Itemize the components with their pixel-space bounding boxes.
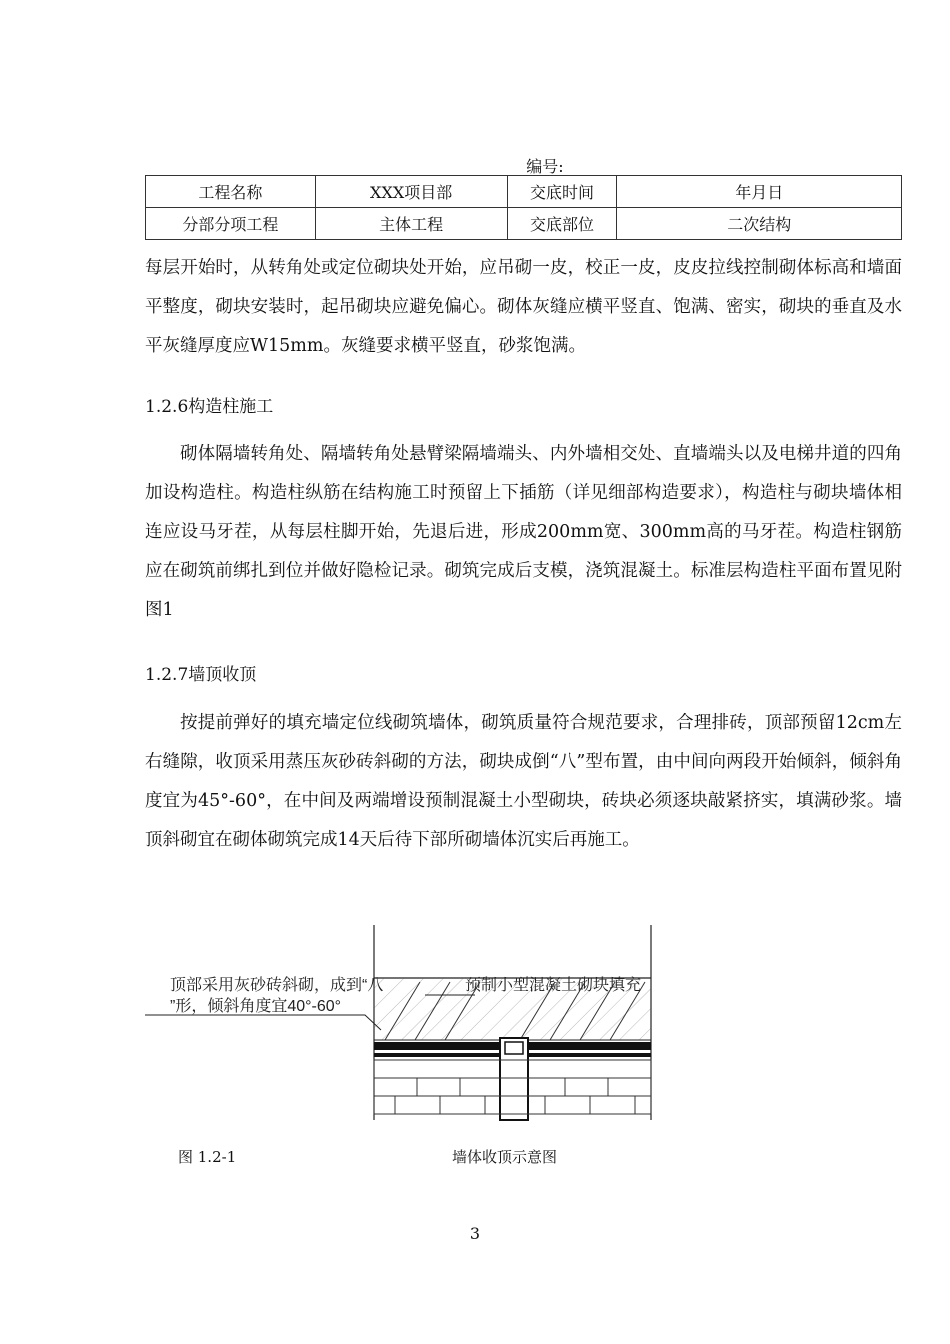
wall-top-diagram <box>145 920 665 1125</box>
annotation-left-line1: 顶部采用灰砂砖斜砌，成到“八 <box>170 977 384 994</box>
table-row <box>146 176 902 208</box>
table-cell: 年月日 <box>617 176 902 208</box>
table-cell: 交底部位 <box>507 208 617 240</box>
table-cell: 交底时间 <box>507 176 617 208</box>
table-cell: 主体工程 <box>315 208 507 240</box>
page-number: 3 <box>469 1224 481 1243</box>
table-cell: 分部分项工程 <box>146 208 316 240</box>
section-heading-1-2-6: 1.2.6构造柱施工 <box>145 397 274 417</box>
body-paragraph-2: 砌体隔墙转角处、隔墙转角处悬臂梁隔墙端头、内外墙相交处、直墙端头以及电梯井道的四角加设构造柱。构造柱纵筋在结构施工时预留上下插筋（详见细部构造要求），构造柱与砌块墙体相连应设马牙茬，从每层柱脚开始，先退后进，形成200mm宽、300mm高的马牙茬。构造柱钢筋应在砌筑前绑扎到位并做好隐检记录。砌筑完成后支模，浇筑混凝土。标准层构造柱平面布置见附图1 <box>145 444 902 620</box>
section-heading-1-2-7: 1.2.7墙顶收顶 <box>145 665 257 685</box>
table-cell: XXX项目部 <box>315 176 507 208</box>
document-number-label: 编号: <box>526 157 564 176</box>
annotation-left-line2: ”形，倾斜角度宜40°-60° <box>170 998 342 1015</box>
figure-caption-title: 墙体收顶示意图 <box>452 1148 558 1166</box>
annotation-right: 预制小型混凝土砌块填充 <box>465 977 642 994</box>
table-cell: 二次结构 <box>617 208 902 240</box>
info-table <box>145 175 902 240</box>
body-paragraph-3: 按提前弹好的填充墙定位线砌筑墙体，砌筑质量符合规范要求，合理排砖，顶部预留12cm左右缝隙，收顶采用蒸压灰砂砖斜砌的方法，砌块成倒“八”型布置，由中间向两段开始倾斜，倾斜角度宜为45°-60°，在中间及两端增设预制混凝土小型砌块，砖块必须逐块敲紧挤实，填满砂浆。墙顶斜砌宜在砌体砌筑完成14天后待下部所砌墙体沉实后再施工。 <box>145 713 902 850</box>
figure-caption-number: 图 1.2-1 <box>178 1148 237 1166</box>
body-paragraph-1: 每层开始时，从转角处或定位砌块处开始，应吊砌一皮，校正一皮，皮皮拉线控制砌体标高和墙面平整度，砌块安装时，起吊砌块应避免偏心。砌体灰缝应横平竖直、饱满、密实，砌块的垂直及水平灰缝厚度应W15mm。灰缝要求横平竖直，砂浆饱满。 <box>145 258 902 356</box>
table-row <box>146 208 902 240</box>
table-cell: 工程名称 <box>146 176 316 208</box>
